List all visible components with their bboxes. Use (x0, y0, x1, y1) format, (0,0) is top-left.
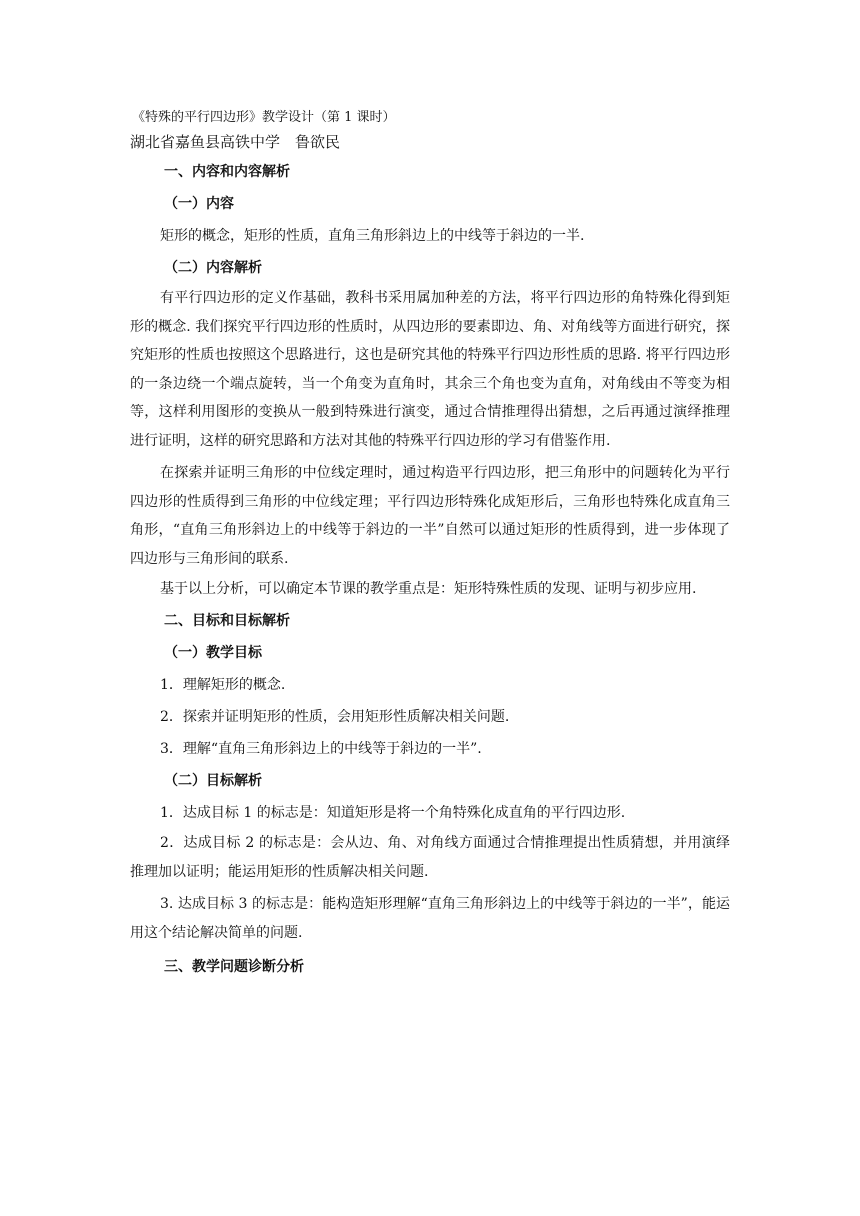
paragraph-content: 矩形的概念，矩形的性质，直角三角形斜边上的中线等于斜边的一半. (160, 228, 585, 244)
goal-analysis-item-2: 2．达成目标 2 的标志是：会从边、角、对角线方面通过合情推理提出性质猜想，并用演绎推理加以证明；能运用矩形的性质解决相关问题. (130, 835, 730, 880)
section-heading-content: 一、内容和内容解析 (164, 164, 290, 180)
subheading-goal-analysis: （二）目标解析 (164, 773, 262, 789)
subheading-content-analysis: （二）内容解析 (164, 260, 262, 276)
document-body (130, 156, 730, 983)
goal-item-1: 1．理解矩形的概念. (160, 677, 286, 693)
subheading-teaching-goals: （一）教学目标 (164, 645, 262, 661)
author-line: 湖北省嘉鱼县高铁中学 鲁欲民 (130, 133, 341, 151)
goal-analysis-item-1: 1．达成目标 1 的标志是：知道矩形是将一个角特殊化成直角的平行四边形. (160, 805, 626, 821)
goal-item-2: 2．探索并证明矩形的性质，会用矩形性质解决相关问题. (160, 709, 510, 725)
paragraph-analysis-3: 基于以上分析，可以确定本节课的教学重点是：矩形特殊性质的发现、证明与初步应用. (160, 581, 697, 597)
goal-item-3: 3．理解“直角三角形斜边上的中线等于斜边的一半”. (160, 741, 482, 757)
document-title: 《特殊的平行四边形》教学设计（第 1 课时） (132, 110, 396, 125)
paragraph-analysis-2: 在探索并证明三角形的中位线定理时，通过构造平行四边形，把三角形中的问题转化为平行四边形的性质得到三角形的中位线定理；平行四边形特殊化成矩形后，三角形也特殊化成直角三角形，“直角三角形斜边上的中线等于斜边的一半”自然可以通过矩形的性质得到，进一步体现了四边形与三角形间的联系. (130, 465, 730, 567)
subheading-content: （一）内容 (164, 196, 234, 212)
paragraph-analysis-1: 有平行四边形的定义作基础，教科书采用属加种差的方法，将平行四边形的角特殊化得到矩形的概念. 我们探究平行四边形的性质时，从四边形的要素即边、角、对角线等方面进行研究，探究矩形的性质也按照这个思路进行，这也是研究其他的特殊平行四边形性质的思路. 将平行四边形的一条边绕一个端点旋转，当一个角变为直角时，其余三个角也变为直角，对角线由不等变为相等，这样利用图形的变换从一般到特殊进行演变，通过合情推理得出猜想，之后再通过演绎推理进行证明，这样的研究思路和方法对其他的特殊平行四边形的学习有借鉴作用. (130, 290, 730, 449)
section-heading-goals: 二、目标和目标解析 (164, 613, 290, 629)
goal-analysis-item-3: 3. 达成目标 3 的标志是：能构造矩形理解“直角三角形斜边上的中线等于斜边的一半”，能运用这个结论解决简单的问题. (130, 896, 730, 941)
section-heading-problem-diagnosis: 三、教学问题诊断分析 (164, 959, 304, 975)
